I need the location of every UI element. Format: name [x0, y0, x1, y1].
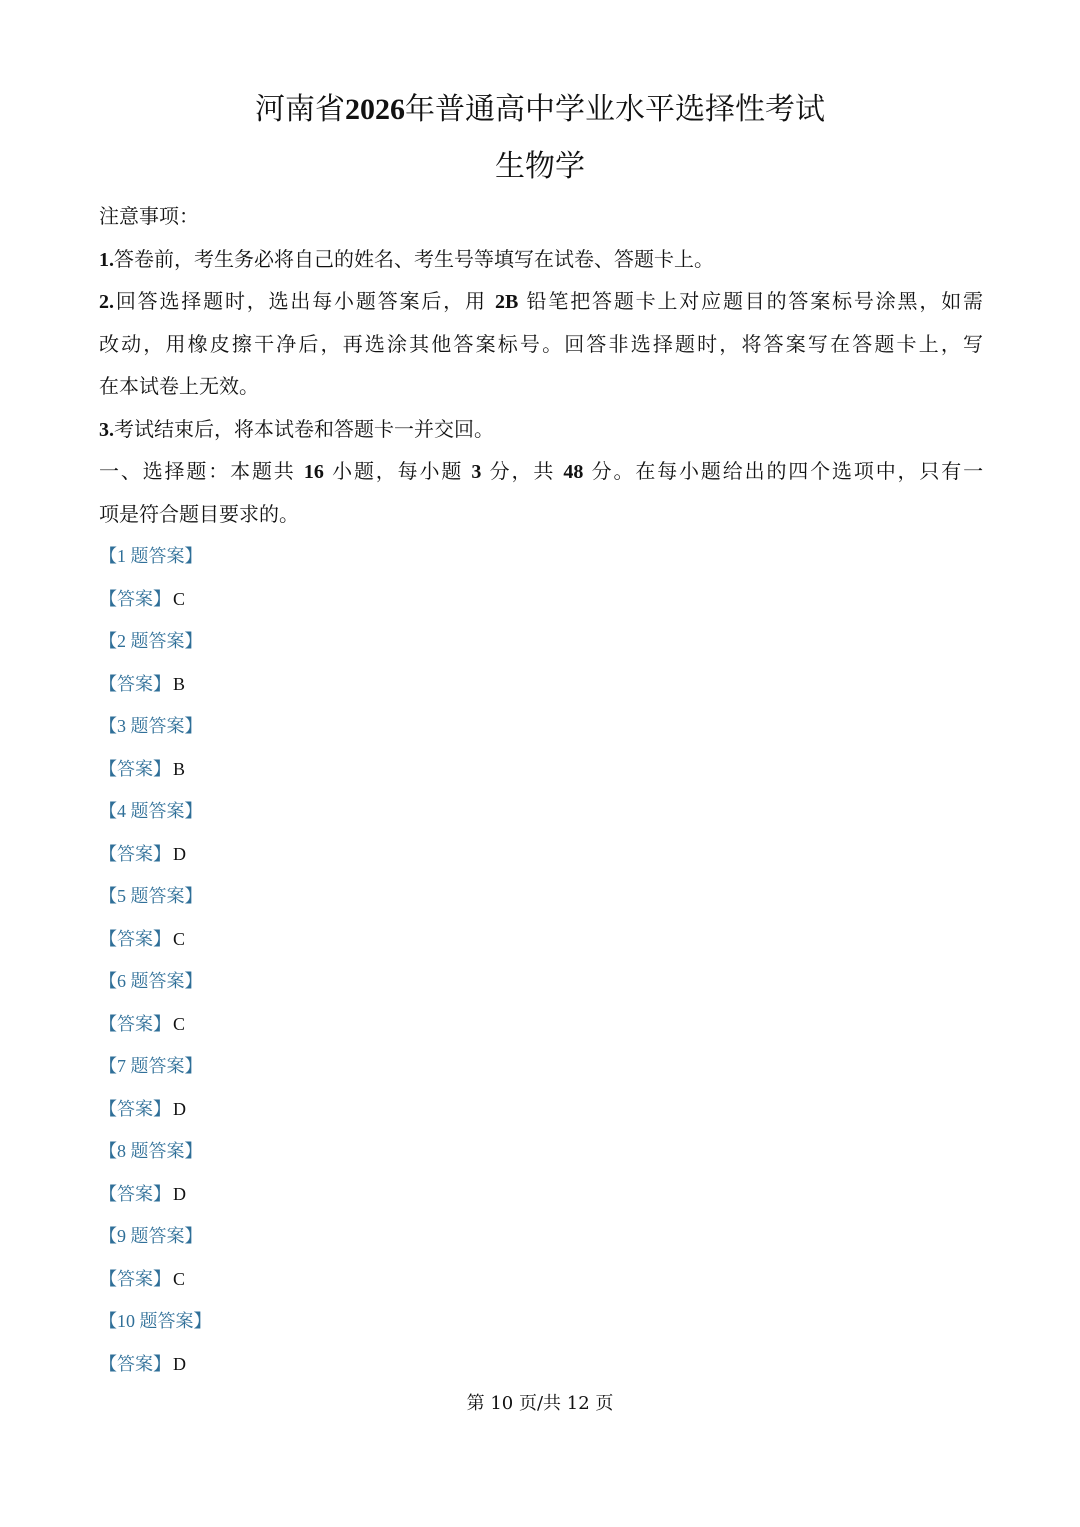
- answer-value: B: [173, 758, 186, 779]
- section-text-a: 一、选择题：本题共: [99, 459, 296, 483]
- question-heading: 【8 题答案】: [99, 1141, 203, 1162]
- answer-value: C: [173, 1268, 186, 1289]
- answer-row: 【答案】 D: [99, 1183, 186, 1205]
- question-heading: 【4 题答案】: [99, 801, 203, 822]
- notice-item-2-text-b: 铅笔把答题卡上对应题目的答案标号涂黑，如需: [526, 289, 983, 313]
- answer-label: 答案: [117, 843, 153, 865]
- question-heading-text: 10 题答案: [117, 1311, 194, 1331]
- section-text-b: 小题，每小题: [332, 459, 464, 483]
- notice-heading: 注意事项：: [99, 204, 199, 228]
- notice-item-1: [99, 238, 983, 281]
- answer-value: D: [173, 1098, 186, 1119]
- subject-title: 生物学: [495, 149, 585, 184]
- answer-label: 答案: [117, 673, 153, 695]
- question-heading-text: 4 题答案: [117, 801, 185, 821]
- answer-label: 答案: [117, 1353, 153, 1375]
- notice-section: [99, 195, 983, 535]
- notice-item-2-number: 2.: [99, 291, 114, 313]
- page-number-footer: 第 10 页/共 12 页: [466, 1393, 614, 1414]
- question-heading: 【5 题答案】: [99, 886, 203, 907]
- answer-value: D: [173, 1183, 186, 1204]
- question-heading: 【3 题答案】: [99, 716, 203, 737]
- question-heading-text: 2 题答案: [117, 631, 185, 651]
- question-heading: 【9 题答案】: [99, 1226, 203, 1247]
- answer-row: 【答案】 D: [99, 1098, 186, 1120]
- answer-row: 【答案】 B: [99, 673, 186, 695]
- answer-value: D: [173, 1353, 186, 1374]
- question-heading-text: 6 题答案: [117, 971, 185, 991]
- notice-item-2-line-3: 在本试卷上无效。: [99, 374, 259, 398]
- question-heading: 【6 题答案】: [99, 971, 203, 992]
- answer-label: 答案: [117, 1098, 153, 1120]
- exam-year: 2026: [345, 93, 405, 126]
- question-count: 16: [303, 461, 324, 483]
- question-heading: 【10 题答案】: [99, 1311, 212, 1332]
- answer-label: 答案: [117, 1268, 153, 1290]
- answer-value: C: [173, 1013, 186, 1034]
- answer-label: 答案: [117, 758, 153, 780]
- answer-label: 答案: [117, 1183, 153, 1205]
- question-heading-text: 5 题答案: [117, 886, 185, 906]
- notice-item-1-text: 答卷前，考生务必将自己的姓名、考生号等填写在试卷、答题卡上。: [114, 246, 714, 271]
- answer-label: 答案: [117, 928, 153, 950]
- notice-item-3: [99, 408, 983, 451]
- answer-list: [99, 535, 699, 1385]
- section-text-d: 分。在每小题给出的四个选项中，只有一: [591, 459, 983, 483]
- question-heading-text: 1 题答案: [117, 546, 185, 566]
- answer-row: 【答案】 C: [99, 588, 186, 610]
- answer-row: 【答案】 D: [99, 843, 186, 865]
- question-heading-text: 9 题答案: [117, 1226, 185, 1246]
- notice-item-3-number: 3.: [99, 418, 114, 441]
- section-heading-line-1: [99, 450, 983, 493]
- total-points: 48: [563, 461, 584, 483]
- answer-label: 答案: [117, 1013, 153, 1035]
- question-heading: 【2 题答案】: [99, 631, 203, 652]
- answer-value: C: [173, 588, 186, 609]
- answer-value: D: [173, 843, 186, 864]
- answer-label: 答案: [117, 588, 153, 610]
- answer-value: C: [173, 928, 186, 949]
- question-heading: 【7 题答案】: [99, 1056, 203, 1077]
- answer-row: 【答案】 D: [99, 1353, 186, 1375]
- answer-value: B: [173, 673, 186, 694]
- pencil-type: 2B: [495, 291, 519, 313]
- notice-item-1-number: 1.: [99, 248, 114, 271]
- question-heading-text: 7 题答案: [117, 1056, 185, 1076]
- question-heading-text: 8 题答案: [117, 1141, 185, 1161]
- notice-item-2-line-2: 改动，用橡皮擦干净后，再选涂其他答案标号。回答非选择题时，将答案写在答题卡上，写: [99, 331, 983, 356]
- answer-row: 【答案】 C: [99, 1013, 186, 1035]
- answer-row: 【答案】 C: [99, 928, 186, 950]
- section-text-c: 分，共: [489, 459, 556, 483]
- points-each: 3: [471, 461, 482, 483]
- exam-title-suffix: 年普通高中学业水平选择性考试: [405, 92, 825, 127]
- notice-item-2-line-1: [99, 280, 983, 323]
- question-heading: 【1 题答案】: [99, 546, 203, 567]
- answer-row: 【答案】 B: [99, 758, 186, 780]
- notice-item-2-text-a: 回答选择题时，选出每小题答案后，用: [114, 289, 487, 313]
- exam-title-prefix: 河南省: [255, 92, 345, 127]
- section-heading-line-2: 项是符合题目要求的。: [99, 501, 299, 526]
- exam-title: [0, 90, 1080, 130]
- question-heading-text: 3 题答案: [117, 716, 185, 736]
- notice-item-3-text: 考试结束后，将本试卷和答题卡一并交回。: [114, 416, 494, 441]
- answer-row: 【答案】 C: [99, 1268, 186, 1290]
